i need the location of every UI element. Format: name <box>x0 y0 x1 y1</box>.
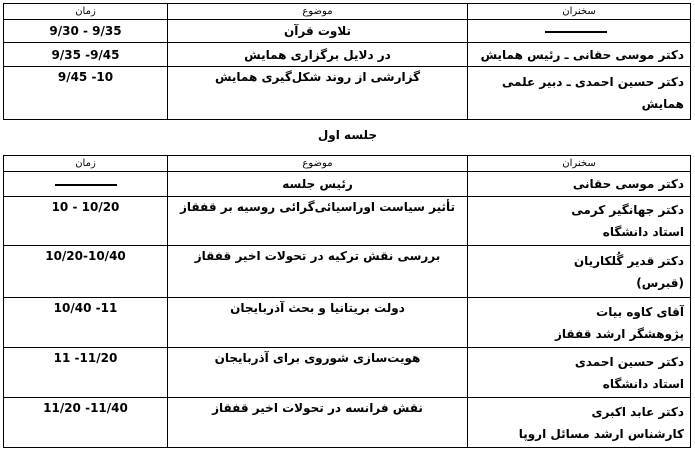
table-row <box>4 67 691 120</box>
speaker-cell <box>468 197 691 246</box>
table-row <box>4 172 691 197</box>
header-speaker: سخنران <box>468 156 691 172</box>
table-header-row <box>4 156 691 172</box>
speaker-name: دکتر حسین احمدی <box>574 354 684 369</box>
table-row <box>4 197 691 246</box>
time-cell: 10/20-10/40 <box>4 246 168 298</box>
speaker-cell <box>468 67 691 120</box>
empty-dash <box>55 184 117 186</box>
speaker-cell <box>468 348 691 398</box>
speaker-role: استاد دانشگاه <box>602 376 684 391</box>
header-topic: موضوع <box>168 4 468 20</box>
speaker-cell: دکتر موسی حقانی ـ رئیس همایش <box>468 43 691 67</box>
time-cell: 9/35 -9/45 <box>4 43 168 67</box>
speaker-name: دکتر قدیر گُلکاریان <box>573 253 684 268</box>
speaker-cell <box>468 20 691 43</box>
speaker-cell: دکتر موسی حقانی <box>468 172 691 197</box>
speaker-cell <box>468 398 691 448</box>
table-row <box>4 246 691 298</box>
time-cell: 11/20 -11/40 <box>4 398 168 448</box>
topic-cell: تلاوت قرآن <box>168 20 468 43</box>
time-cell: 10/40 -11 <box>4 298 168 348</box>
topic-cell: بررسی نقش ترکیه در تحولات اخیر قفقاز <box>168 246 468 298</box>
time-cell <box>4 172 168 197</box>
table-row <box>4 298 691 348</box>
speaker-role: استاد دانشگاه <box>602 225 684 239</box>
session-title: جلسه اول <box>317 128 378 142</box>
topic-cell: در دلایل برگزاری همایش <box>168 43 468 67</box>
topic-cell: گزارشی از روند شکل‌گیری همایش <box>168 67 468 120</box>
table-header-row <box>4 4 691 20</box>
time-cell: 11 -11/20 <box>4 348 168 398</box>
speaker-role: کارشناس ارشد مسائل اروپا <box>518 426 684 441</box>
speaker-cell <box>468 298 691 348</box>
speaker-role: همایش <box>641 97 684 111</box>
speaker-role: (قبرس) <box>636 275 684 290</box>
header-speaker: سخنران <box>468 4 691 20</box>
speaker-name: دکتر جهانگیر کرمی <box>571 203 684 217</box>
empty-dash <box>545 31 607 33</box>
header-topic: موضوع <box>168 156 468 172</box>
topic-cell: رئیس جلسه <box>168 172 468 197</box>
program-table-opening <box>3 3 691 120</box>
header-time: زمان <box>4 4 168 20</box>
table-row <box>4 398 691 448</box>
table-row <box>4 43 691 67</box>
time-cell: 10 - 10/20 <box>4 197 168 246</box>
header-time: زمان <box>4 156 168 172</box>
topic-cell: نقش فرانسه در تحولات اخیر قفقاز <box>168 398 468 448</box>
program-table-session-one <box>3 155 691 448</box>
time-cell: 9/30 - 9/35 <box>4 20 168 43</box>
speaker-name: دکتر عابد اکبری <box>591 404 684 419</box>
speaker-name: آقای کاوه بیات <box>596 304 684 319</box>
table-row <box>4 20 691 43</box>
speaker-name: دکتر حسین احمدی ـ دبیر علمی <box>501 75 684 89</box>
topic-cell: تأثیر سیاست اوراسیائی‌گرائی روسیه بر قفقاز <box>168 197 468 246</box>
speaker-role: پژوهشگر ارشد قفقاز <box>554 326 684 341</box>
table-row <box>4 348 691 398</box>
time-cell: 9/45 -10 <box>4 67 168 120</box>
topic-cell: هویت‌سازی شوروی برای آذربایجان <box>168 348 468 398</box>
topic-cell: دولت بریتانیا و بحث آذربایجان <box>168 298 468 348</box>
speaker-cell <box>468 246 691 298</box>
